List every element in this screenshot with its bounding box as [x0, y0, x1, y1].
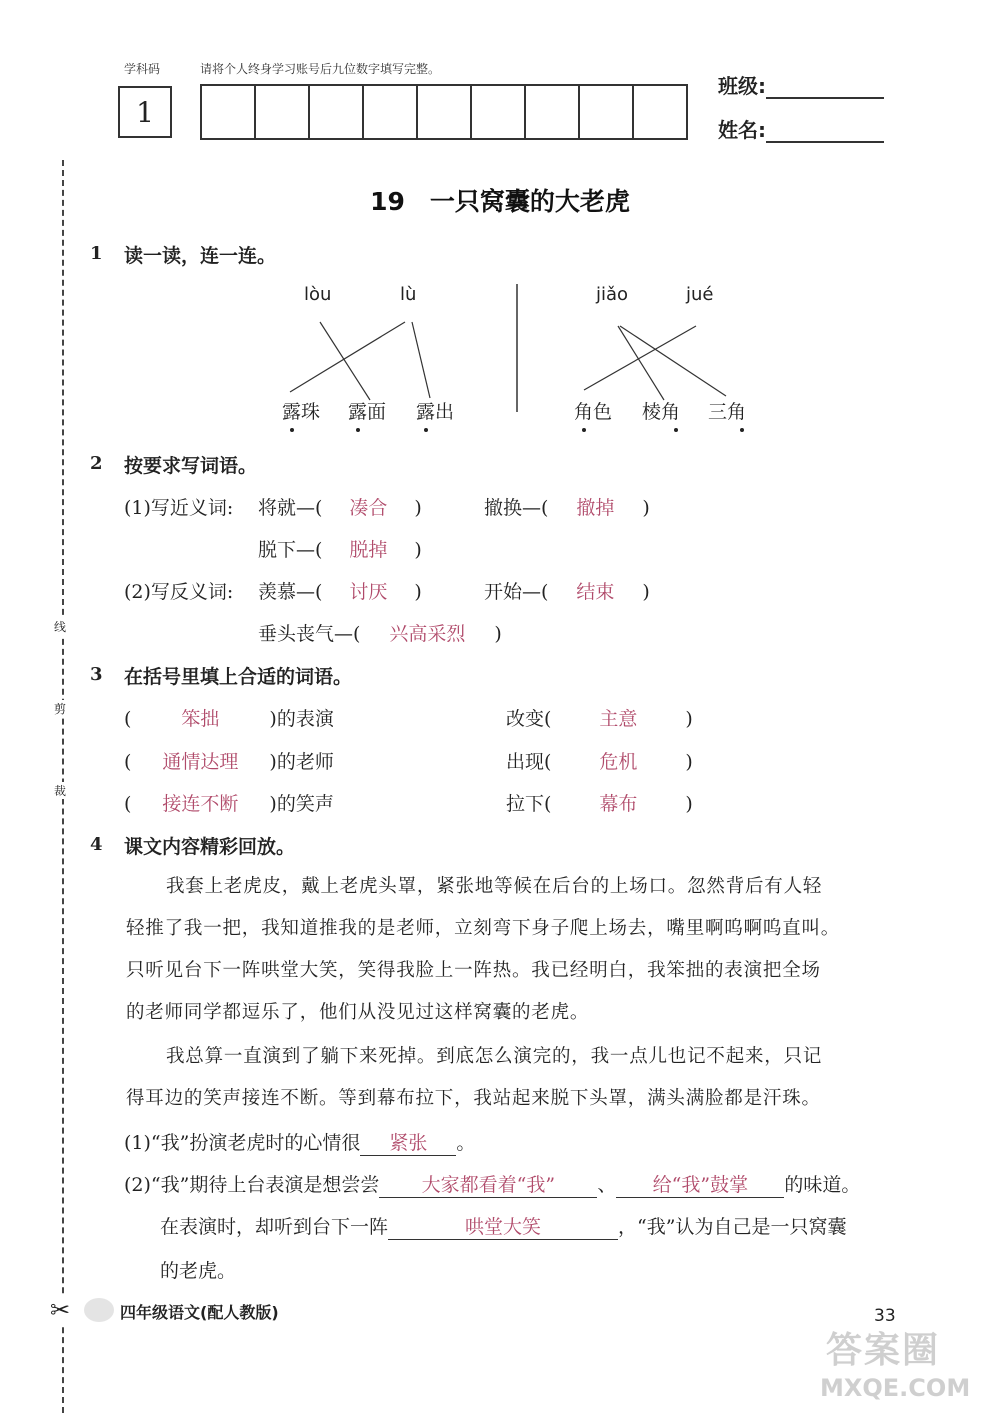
prompt: (2)“我”期待上台表演是想尝尝 — [124, 1174, 380, 1196]
match-line — [412, 322, 430, 398]
ant-item-3 — [258, 619, 502, 646]
prompt: (1)“我”扮演老虎时的心情很 — [124, 1132, 361, 1154]
punct: 、 — [597, 1174, 617, 1196]
answer[interactable]: 幕布 — [599, 793, 638, 815]
watermark-logo: 答案圈 — [826, 1330, 941, 1371]
word-luzhu: 露珠 — [282, 401, 321, 423]
word: 将就—( — [258, 497, 323, 519]
pinyin-jiao: jiǎo — [596, 284, 629, 305]
pinyin-lou: lòu — [304, 284, 332, 305]
ant-item-1 — [258, 577, 422, 604]
account-instruction: 请将个人终身学习账号后九位数字填写完整。 — [200, 62, 441, 76]
match-line — [584, 326, 696, 390]
word: 开始—( — [484, 581, 549, 603]
match-line — [290, 322, 405, 392]
sub-question-2-line3: 的老虎。 — [160, 1260, 237, 1282]
answer[interactable]: 撤掉 — [576, 497, 615, 519]
match-line — [320, 322, 370, 400]
fill-row-1 — [124, 704, 334, 731]
phrase: )的笑声 — [269, 793, 334, 815]
paren: ) — [685, 751, 693, 773]
word-lumian: 露面 — [348, 401, 387, 423]
margin-char: 剪 — [54, 702, 67, 716]
question-number: 1 — [90, 243, 103, 264]
syn-item-2 — [484, 493, 650, 520]
book-title: 四年级语文(配人教版) — [120, 1303, 279, 1322]
phrase: 改变( — [506, 708, 552, 730]
page-title: 19 一只窝囊的大老虎 — [370, 187, 630, 216]
passage-paragraph-1 — [126, 866, 926, 1034]
antonym-label: (2)写反义词: — [124, 581, 234, 603]
passage-line: 只听见台下一阵哄堂大笑，笑得我脸上一阵热。我已经明白，我笨拙的表演把全场 — [126, 960, 821, 981]
answer[interactable]: 笨拙 — [181, 708, 220, 730]
question-text: 读一读，连一连。 — [124, 245, 277, 267]
prompt: 在表演时，却听到台下一阵 — [160, 1216, 389, 1238]
matching-lines — [0, 0, 1000, 450]
answer[interactable]: 凑合 — [349, 497, 388, 519]
word-luchu: 露出 — [416, 401, 455, 423]
syn-item-1 — [258, 493, 422, 520]
passage-paragraph-2 — [126, 1036, 926, 1120]
paren: ) — [685, 708, 693, 730]
question-number: 2 — [90, 453, 103, 474]
subject-code-label: 学科码 — [124, 62, 161, 76]
question-text: 按要求写词语。 — [124, 455, 258, 477]
sub-question-1 — [124, 1128, 475, 1156]
emphasis-dot — [290, 428, 294, 432]
scissors-icon: ✂ — [50, 1296, 71, 1324]
class-label: 班级: — [718, 74, 766, 98]
sub-question-2 — [124, 1170, 860, 1198]
paren: ) — [685, 793, 693, 815]
question-number: 3 — [90, 664, 103, 685]
phrase: 出现( — [506, 751, 552, 773]
question-text: 课文内容精彩回放。 — [124, 836, 296, 858]
pinyin-jue: jué — [686, 284, 714, 305]
emphasis-dot — [674, 428, 678, 432]
prompt-tail: 的味道。 — [784, 1174, 861, 1196]
answer[interactable]: 通情达理 — [162, 751, 239, 773]
fill-right-1 — [506, 704, 693, 731]
word-juese: 角色 — [574, 401, 613, 423]
paren: ) — [642, 581, 650, 603]
prompt-tail: ，“我”认为自己是一只窝囊 — [618, 1216, 847, 1238]
fill-row-2 — [124, 747, 334, 774]
paren: ( — [124, 793, 132, 815]
fill-row-3 — [124, 789, 334, 816]
passage-line: 我套上老虎皮，戴上老虎头罩，紧张地等候在后台的上场口。忽然背后有人轻 — [166, 876, 823, 897]
page-number: 33 — [874, 1306, 896, 1326]
word: 脱下—( — [258, 539, 323, 561]
answer-blank[interactable]: 给“我”鼓掌 — [616, 1170, 784, 1198]
answer[interactable]: 结束 — [576, 581, 615, 603]
passage-line: 的老师同学都逗乐了，他们从没见过这样窝囊的老虎。 — [126, 1002, 590, 1023]
answer-blank[interactable]: 大家都看着“我” — [379, 1170, 597, 1198]
emphasis-dot — [424, 428, 428, 432]
passage-line: 轻推了我一把，我知道推我的是老师，立刻弯下身子爬上场去，嘴里啊呜啊呜直叫。 — [126, 918, 841, 939]
word-sanjiao: 三角 — [708, 401, 747, 423]
paren: ) — [494, 623, 502, 645]
logo-icon — [84, 1298, 114, 1322]
answer[interactable]: 脱掉 — [349, 539, 388, 561]
punct: 。 — [456, 1132, 476, 1154]
passage-line: 得耳边的笑声接连不断。等到幕布拉下，我站起来脱下头罩，满头满脸都是汗珠。 — [126, 1088, 821, 1109]
phrase: )的老师 — [269, 751, 334, 773]
question-number: 4 — [90, 834, 103, 855]
synonym-label: (1)写近义词: — [124, 497, 234, 519]
word: 垂头丧气—( — [258, 623, 361, 645]
sub-question-2-line2 — [160, 1212, 846, 1240]
match-line — [618, 326, 664, 400]
paren: ( — [124, 708, 132, 730]
fill-right-3 — [506, 789, 693, 816]
emphasis-dot — [740, 428, 744, 432]
syn-item-3 — [258, 535, 422, 562]
paren: ) — [414, 539, 422, 561]
emphasis-dot — [356, 428, 360, 432]
ant-item-2 — [484, 577, 650, 604]
answer[interactable]: 兴高采烈 — [389, 623, 466, 645]
watermark-url: MXQE.COM — [820, 1374, 971, 1402]
answer[interactable]: 主意 — [599, 708, 638, 730]
fill-right-2 — [506, 747, 693, 774]
answer[interactable]: 危机 — [599, 751, 638, 773]
pinyin-lu: lù — [400, 284, 417, 305]
margin-char: 线 — [54, 620, 67, 634]
word-lengjiao: 棱角 — [642, 401, 681, 423]
subject-code-box: 1 — [118, 86, 172, 138]
answer-blank[interactable]: 紧张 — [360, 1128, 456, 1156]
question-text: 在括号里填上合适的词语。 — [124, 666, 353, 688]
answer[interactable]: 讨厌 — [349, 581, 388, 603]
paren: ) — [414, 581, 422, 603]
emphasis-dot — [582, 428, 586, 432]
word: 撤换—( — [484, 497, 549, 519]
phrase: 拉下( — [506, 793, 552, 815]
phrase: )的表演 — [269, 708, 334, 730]
paren: ( — [124, 751, 132, 773]
name-label: 姓名: — [718, 118, 766, 142]
passage-line: 我总算一直演到了躺下来死掉。到底怎么演完的，我一点儿也记不起来，只记 — [166, 1046, 823, 1067]
paren: ) — [414, 497, 422, 519]
answer[interactable]: 接连不断 — [162, 793, 239, 815]
paren: ) — [642, 497, 650, 519]
answer-blank[interactable]: 哄堂大笑 — [388, 1212, 618, 1240]
word: 羡慕—( — [258, 581, 323, 603]
margin-char: 裁 — [54, 784, 67, 798]
